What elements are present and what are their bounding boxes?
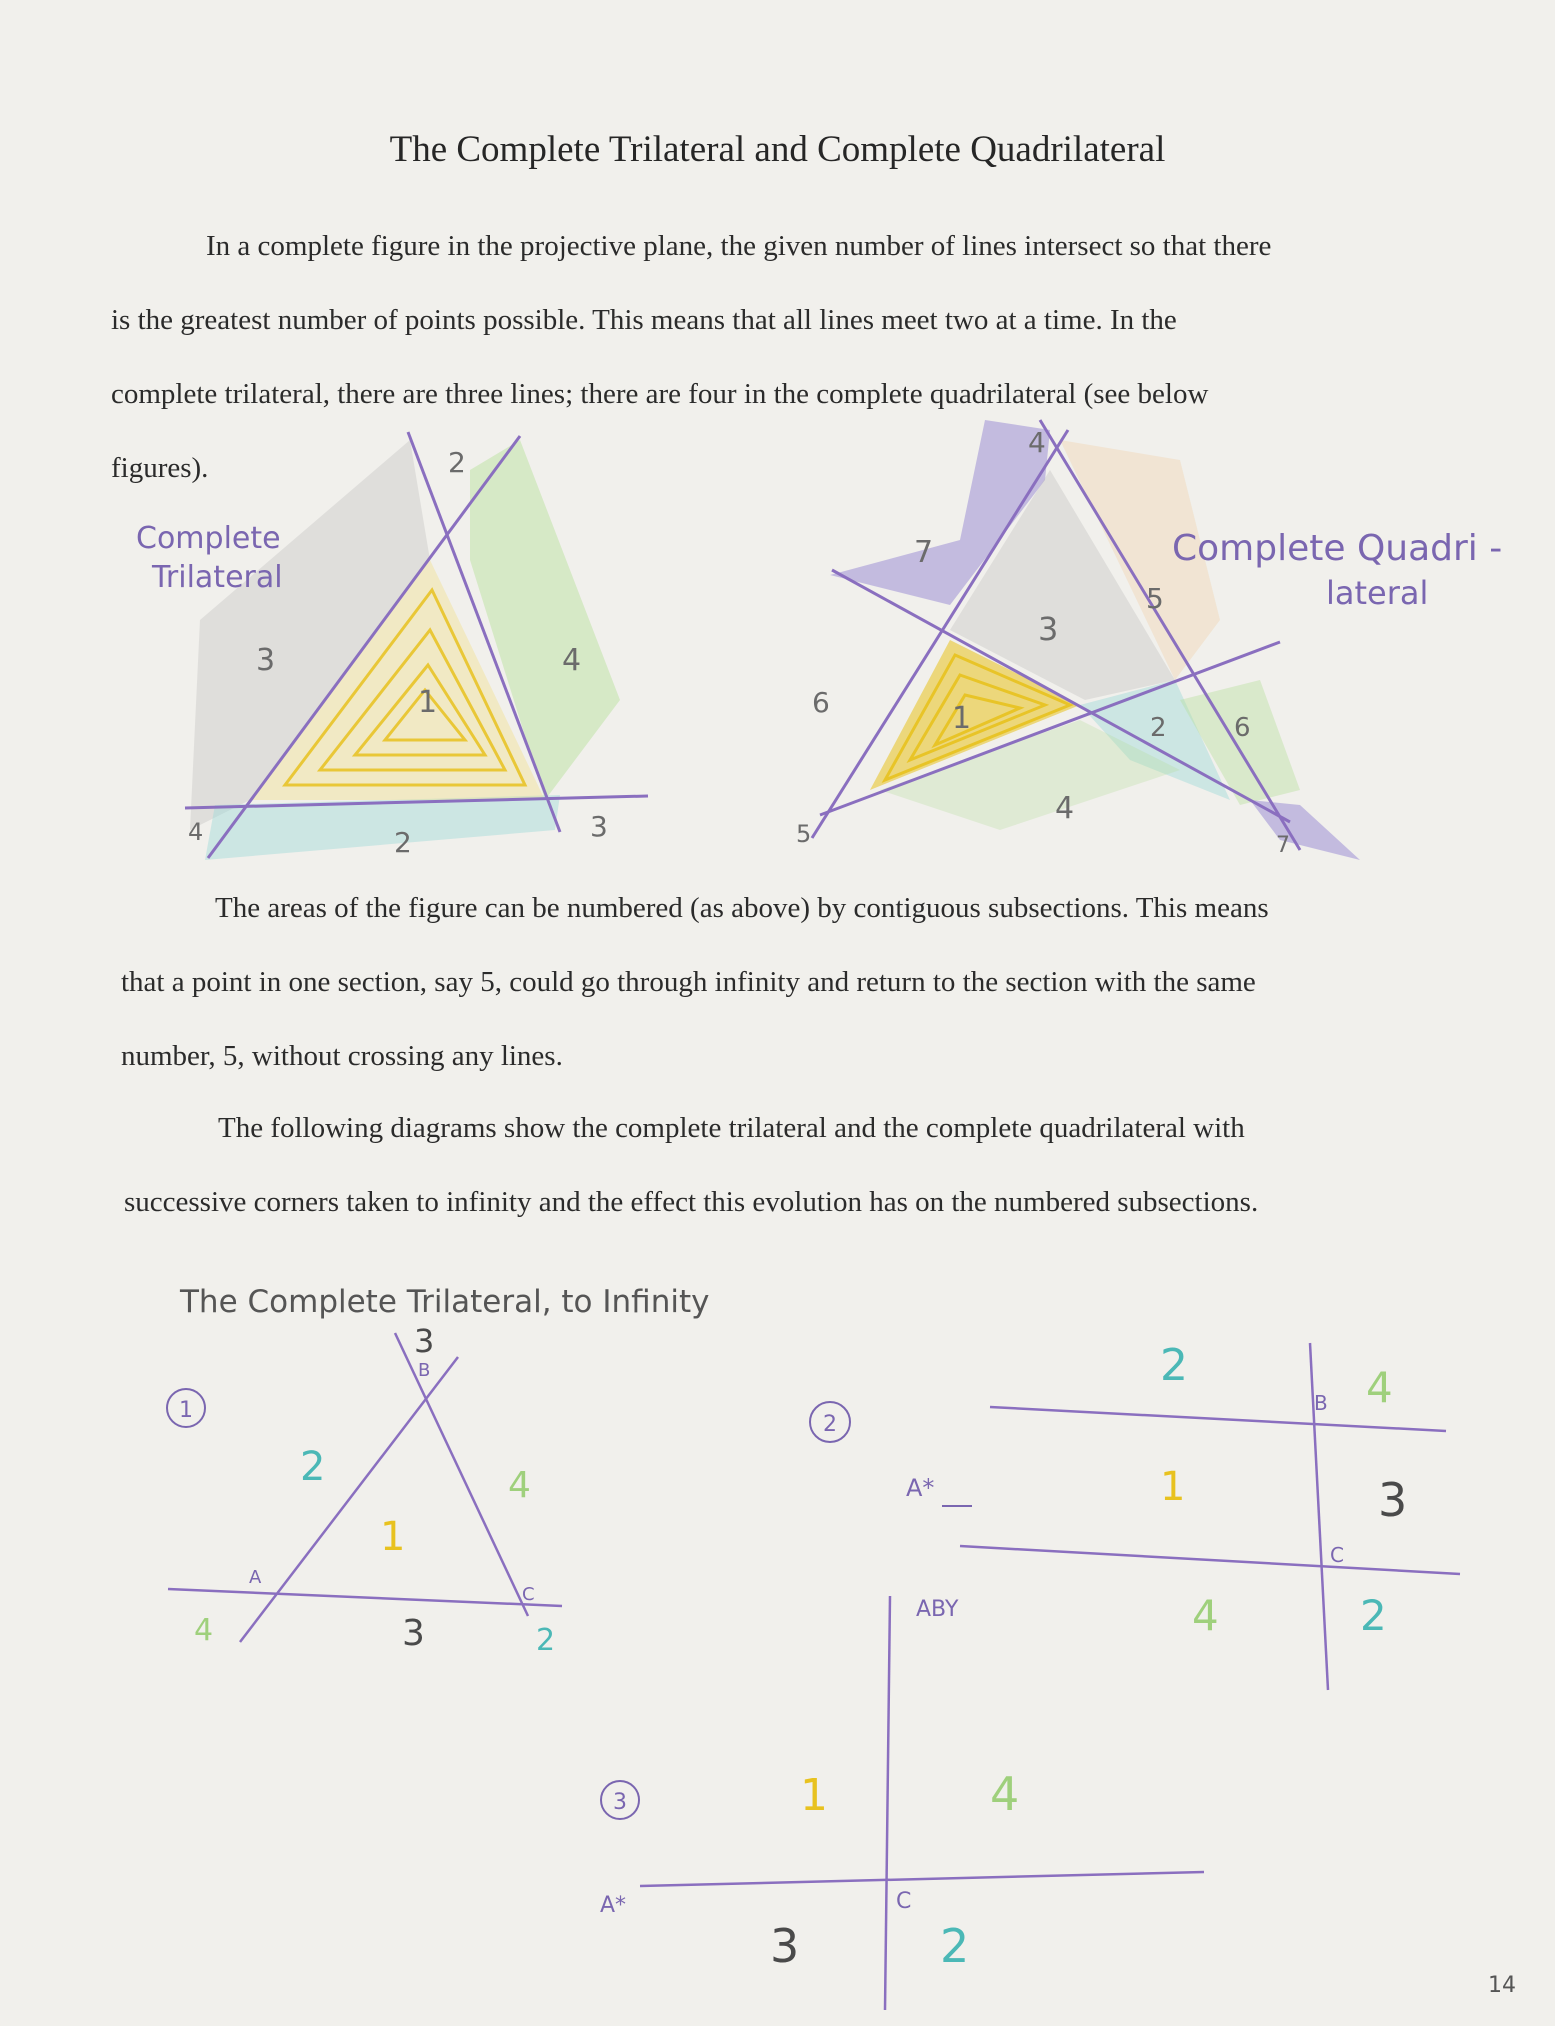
step1-line-bottom xyxy=(168,1589,562,1606)
step2-point-A-star: A* xyxy=(906,1474,935,1502)
step2-diagram xyxy=(810,1340,1460,1690)
step3-circle-number: 3 xyxy=(613,1790,627,1815)
areas-line-3: number, 5, without crossing any lines. xyxy=(121,1040,563,1072)
quad-num-7-corner: 7 xyxy=(1276,833,1290,858)
quad-num-6-left: 6 xyxy=(812,686,830,719)
trilateral-num-4-right: 4 xyxy=(562,643,582,678)
step3-point-C: C xyxy=(896,1889,912,1914)
step3-diagram xyxy=(600,1596,1204,2010)
step1-region-4-corner: 4 xyxy=(194,1613,214,1648)
areas-line-1: The areas of the figure can be numbered (as above) by contiguous subsections. This means xyxy=(215,892,1269,924)
step2-region-3: 3 xyxy=(1378,1473,1408,1527)
step3-point-ABY: ABY xyxy=(916,1597,959,1622)
step2-region-4-bottom: 4 xyxy=(1192,1591,1219,1640)
quad-caption-2: lateral xyxy=(1326,574,1429,612)
step2-circle-number: 2 xyxy=(823,1412,837,1437)
step2-region-4-top: 4 xyxy=(1366,1363,1393,1412)
step2-line-bottom xyxy=(960,1546,1460,1574)
step3-region-3: 3 xyxy=(770,1919,800,1973)
areas-line-2: that a point in one section, say 5, could go through infinity and return to the section with the same xyxy=(121,966,1256,998)
step1-circle-number: 1 xyxy=(179,1398,193,1423)
handwritten-heading: The Complete Trilateral, to Infinity xyxy=(180,1284,710,1320)
step3-region-1: 1 xyxy=(800,1770,828,1821)
step1-point-B: B xyxy=(418,1360,431,1381)
step1-point-A: A xyxy=(249,1567,262,1588)
trilateral-num-4-corner: 4 xyxy=(188,818,204,846)
quad-num-1: 1 xyxy=(952,701,972,736)
step3-region-2: 2 xyxy=(940,1919,970,1973)
diagrams-line-1: The following diagrams show the complete trilateral and the complete quadrilateral with xyxy=(218,1112,1245,1144)
step2-region-2-bottom: 2 xyxy=(1360,1591,1387,1640)
quad-num-3: 3 xyxy=(1038,610,1059,648)
intro-line-4: figures). xyxy=(111,452,209,484)
trilateral-num-3-left: 3 xyxy=(256,643,276,678)
page-number: 14 xyxy=(1488,1973,1516,1998)
quad-caption-1: Complete Quadri - xyxy=(1172,528,1503,569)
step1-region-3-bottom: 3 xyxy=(402,1613,425,1654)
diagrams-line-2: successive corners taken to infinity and the effect this evolution has on the numbered subsections. xyxy=(124,1186,1259,1218)
step1-region-3-top: 3 xyxy=(414,1322,435,1360)
step3-point-A-star: A* xyxy=(600,1893,627,1918)
step1-point-C: C xyxy=(522,1584,535,1605)
step2-point-C: C xyxy=(1330,1543,1344,1567)
intro-line-1: In a complete figure in the projective plane, the given number of lines intersect so that there xyxy=(206,230,1272,262)
page-title: The Complete Trilateral and Complete Quadrilateral xyxy=(389,129,1166,170)
step2-point-B: B xyxy=(1314,1391,1328,1415)
step1-region-4-right: 4 xyxy=(508,1465,531,1506)
trilateral-num-2-bottom: 2 xyxy=(394,826,412,859)
step1-diagram xyxy=(167,1322,562,1658)
quad-num-4-top: 4 xyxy=(1028,426,1046,459)
step2-region-1: 1 xyxy=(1160,1464,1186,1510)
complete-quadrilateral-figure xyxy=(796,420,1502,860)
step3-region-4: 4 xyxy=(990,1767,1020,1821)
trilateral-num-2-top: 2 xyxy=(448,446,466,479)
quad-num-4-bottom: 4 xyxy=(1055,791,1075,826)
intro-line-3: complete trilateral, there are three lines; there are four in the complete quadrilateral (see below xyxy=(111,378,1209,410)
trilateral-caption-1: Complete xyxy=(136,521,281,556)
trilateral-num-3-corner: 3 xyxy=(590,810,608,843)
quad-num-5: 5 xyxy=(1146,582,1164,615)
step2-region-2-top: 2 xyxy=(1160,1340,1188,1391)
trilateral-caption-2: Trilateral xyxy=(152,560,283,595)
step1-region-2: 2 xyxy=(300,1444,326,1490)
quad-num-6-right: 6 xyxy=(1234,713,1251,743)
quad-num-2: 2 xyxy=(1150,713,1167,743)
intro-line-2: is the greatest number of points possible. This means that all lines meet two at a time. In the xyxy=(111,304,1177,336)
quad-num-7-top: 7 xyxy=(914,535,934,570)
step3-line-vertical xyxy=(885,1596,890,2010)
quad-num-5-corner: 5 xyxy=(796,820,812,848)
step1-region-1: 1 xyxy=(380,1514,406,1560)
step3-line-horizontal xyxy=(640,1872,1204,1886)
trilateral-num-1: 1 xyxy=(418,685,438,720)
step1-region-2-corner: 2 xyxy=(536,1623,556,1658)
complete-trilateral-figure xyxy=(136,432,648,860)
